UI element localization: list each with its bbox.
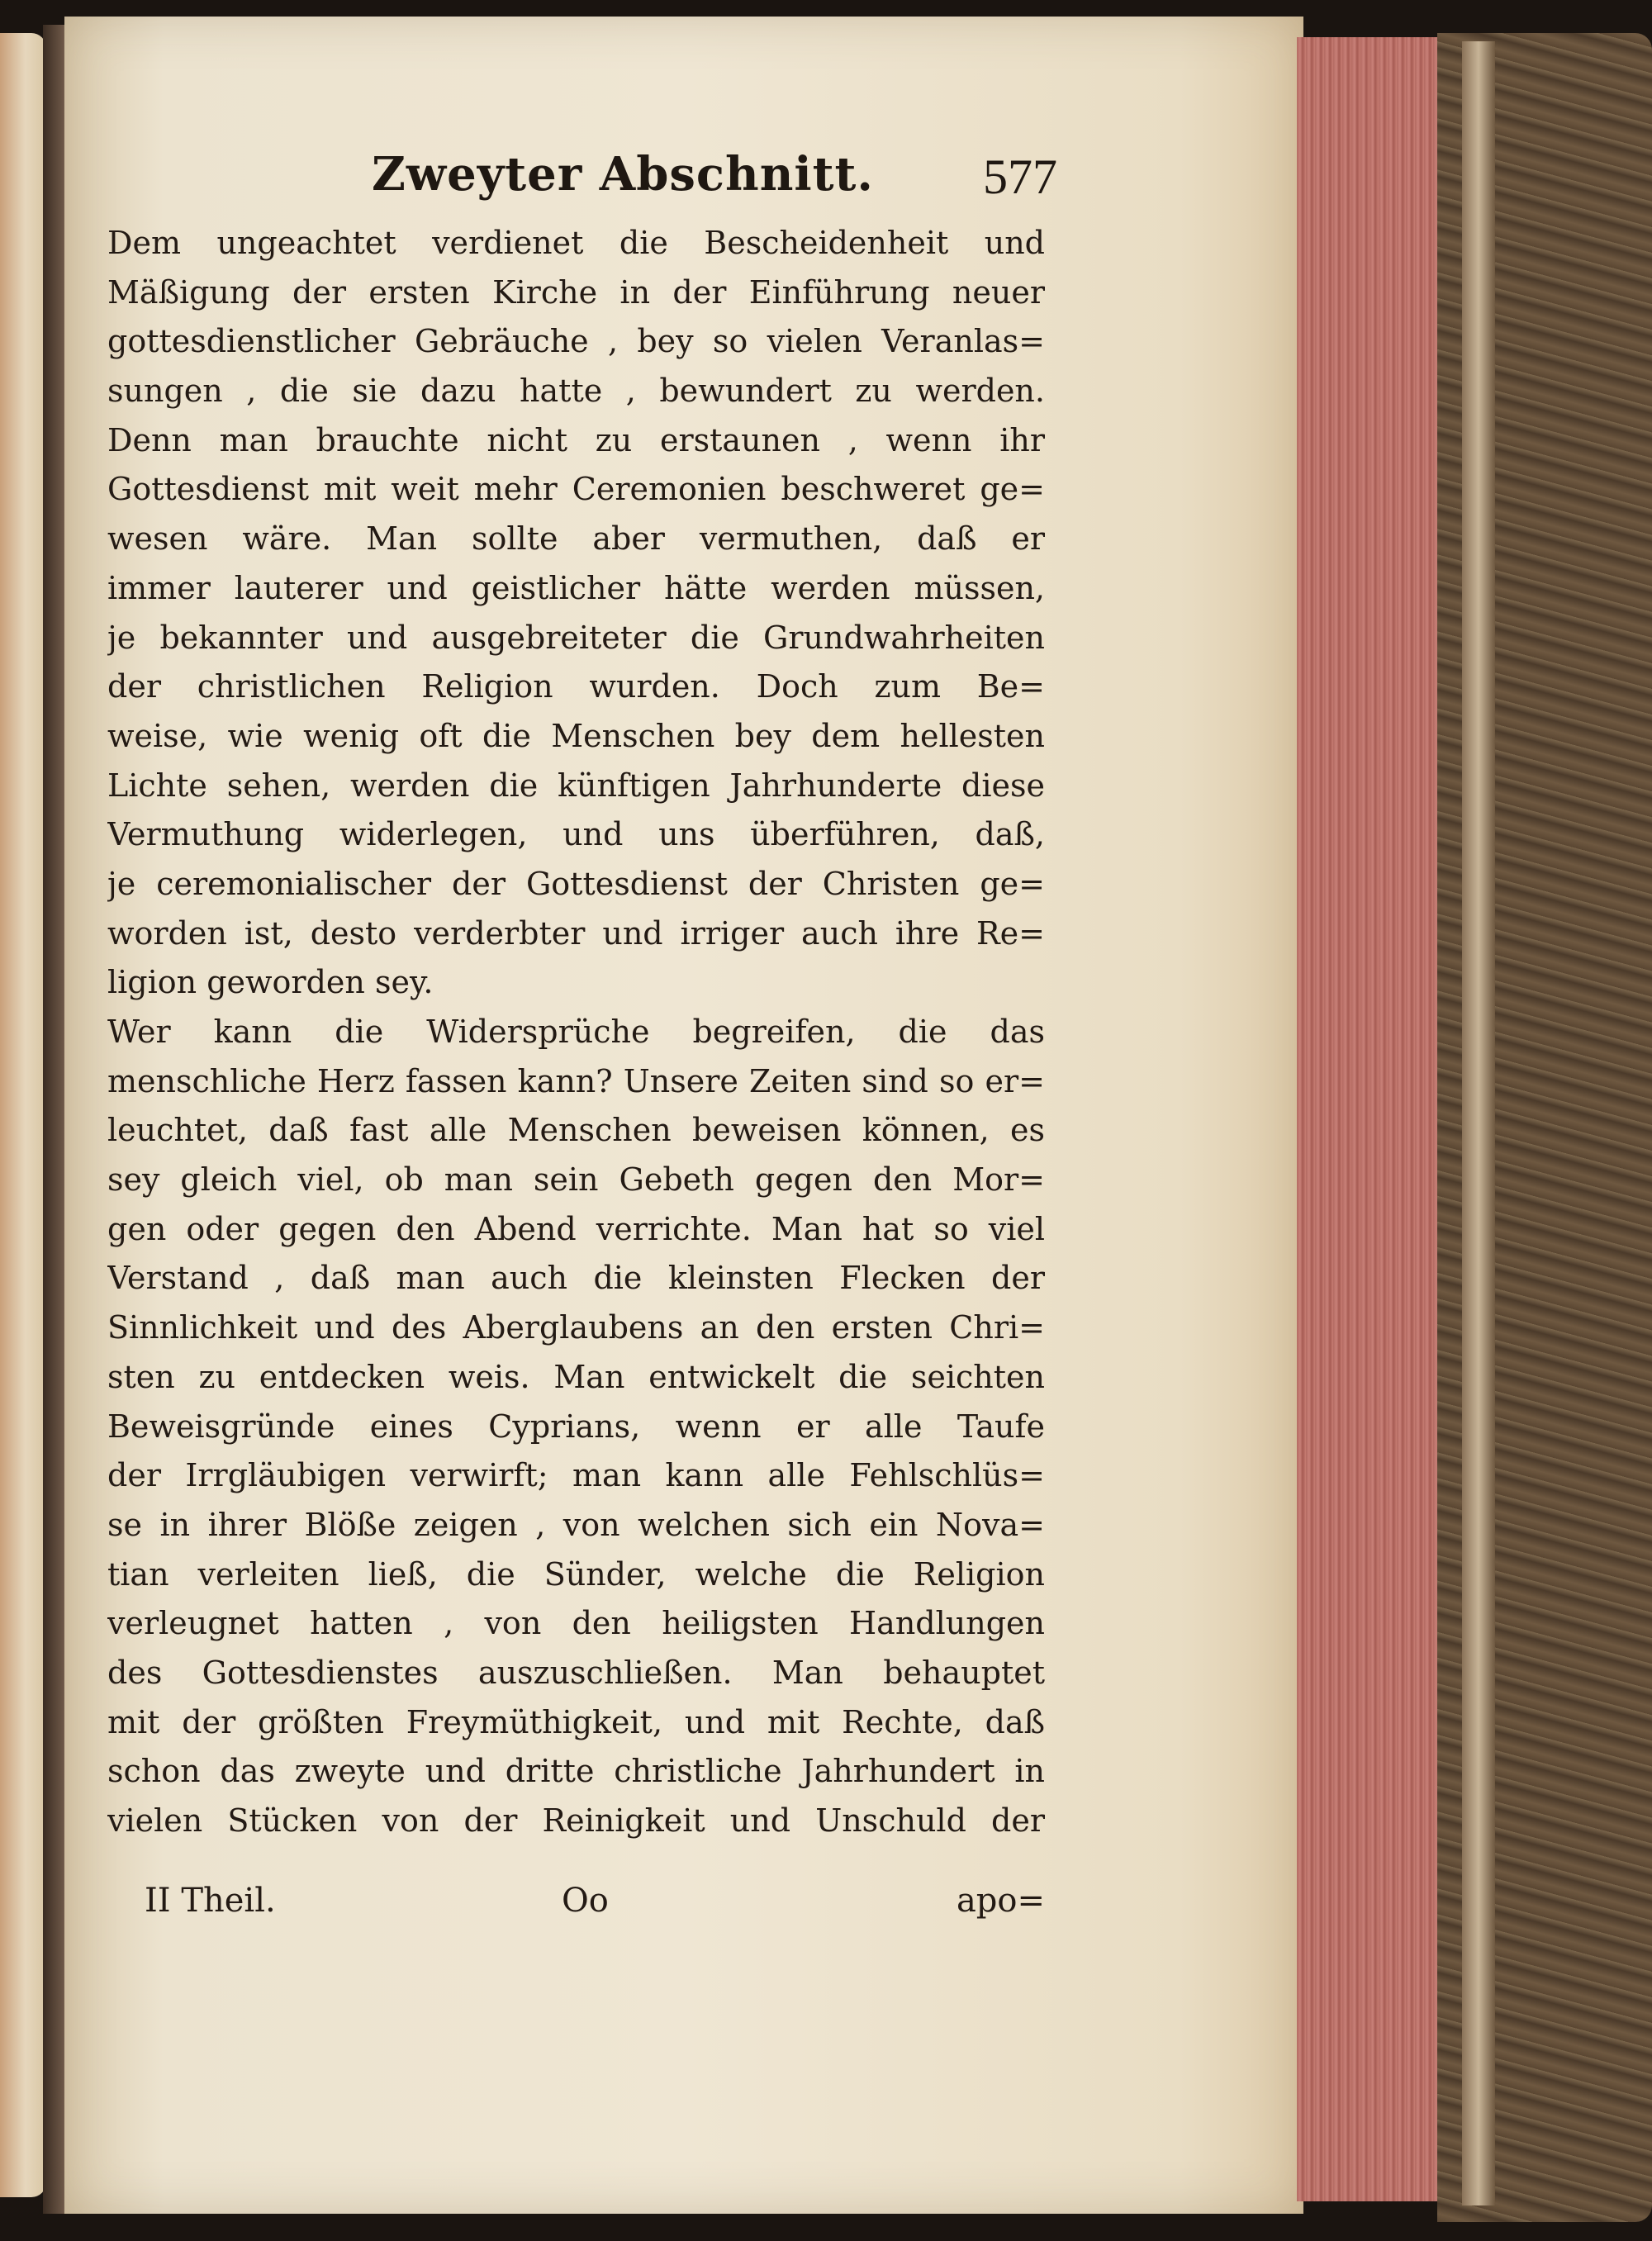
text-line: sungen , die sie dazu hatte , bewundert zu werden. <box>107 373 1045 410</box>
text-line: Mäßigung der ersten Kirche in der Einführung neuer <box>107 273 1045 311</box>
text-line: des Gottesdienstes auszuschließen. Man behauptet <box>107 1654 1045 1691</box>
text-line: leuchtet, daß fast alle Menschen beweisen können, es <box>107 1112 1045 1149</box>
page-footer <box>145 1882 1045 1931</box>
catchword: apo= <box>956 1882 1045 1920</box>
text-line: Vermuthung widerlegen, und uns überführen, daß, <box>107 816 1045 853</box>
text-line: worden ist, desto verderbter und irriger auch ihre Re= <box>107 914 1045 952</box>
text-line: je ceremonialischer der Gottesdienst der Christen ge= <box>107 865 1045 902</box>
text-line: der Irrgläubigen verwirft; man kann alle Fehlschlüs= <box>107 1457 1045 1494</box>
text-line: Wer kann die Widersprüche begreifen, die das <box>107 1014 1045 1050</box>
text-line: der christlichen Religion wurden. Doch zum Be= <box>107 668 1045 705</box>
text-line: weise, wie wenig oft die Menschen bey dem hellesten <box>107 717 1045 754</box>
running-title: Zweyter Abschnitt. <box>372 147 874 202</box>
volume-signature: II Theil. <box>145 1882 276 1920</box>
text-line: Sinnlichkeit und des Aberglaubens an den ersten Chri= <box>107 1309 1045 1346</box>
text-line: ligion geworden sey. <box>107 964 434 1001</box>
text-line: immer lauterer und geistlicher hätte werden müssen, <box>107 569 1045 606</box>
text-line: gottesdienstlicher Gebräuche , bey so vielen Veranlas= <box>107 323 1045 360</box>
body-text <box>107 219 1045 1846</box>
text-line: Lichte sehen, werden die künftigen Jahrhunderte diese <box>107 767 1045 804</box>
text-line: schon das zweyte und dritte christliche Jahrhundert in <box>107 1753 1045 1790</box>
text-line: verleugnet hatten , von den heiligsten Handlungen <box>107 1605 1045 1642</box>
text-line: wesen wäre. Man sollte aber vermuthen, daß er <box>107 520 1045 558</box>
text-line: gen oder gegen den Abend verrichte. Man hat so viel <box>107 1210 1045 1247</box>
cover-edge <box>1462 41 1495 2205</box>
text-line: sey gleich viel, ob man sein Gebeth gegen den Mor= <box>107 1161 1045 1199</box>
page-header <box>372 140 1057 207</box>
gathering-mark: Oo <box>562 1882 609 1920</box>
text-line: Verstand , daß man auch die kleinsten Flecken der <box>107 1260 1045 1297</box>
text-line: se in ihrer Blöße zeigen , von welchen sich ein Nova= <box>107 1506 1045 1543</box>
page-number: 577 <box>983 150 1057 204</box>
text-line: Gottesdienst mit weit mehr Ceremonien beschweret ge= <box>107 471 1045 508</box>
text-line: je bekannter und ausgebreiteter die Grundwahrheiten <box>107 619 1045 656</box>
text-line: vielen Stücken von der Reinigkeit und Unschuld der <box>107 1802 1045 1839</box>
text-line: sten zu entdecken weis. Man entwickelt die seichten <box>107 1358 1045 1395</box>
text-line: Beweisgründe eines Cyprians, wenn er alle Taufe <box>107 1408 1045 1445</box>
text-line: tian verleiten ließ, die Sünder, welche die Religion <box>107 1555 1045 1593</box>
text-line: Denn man brauchte nicht zu erstaunen , wenn ihr <box>107 421 1045 458</box>
text-line: mit der größten Freymüthigkeit, und mit Rechte, daß <box>107 1703 1045 1740</box>
text-line: menschliche Herz fassen kann? Unsere Zeiten sind so er= <box>107 1062 1045 1099</box>
facing-page-edge <box>0 33 46 2197</box>
text-line: Dem ungeachtet verdienet die Bescheidenheit und <box>107 225 1045 261</box>
